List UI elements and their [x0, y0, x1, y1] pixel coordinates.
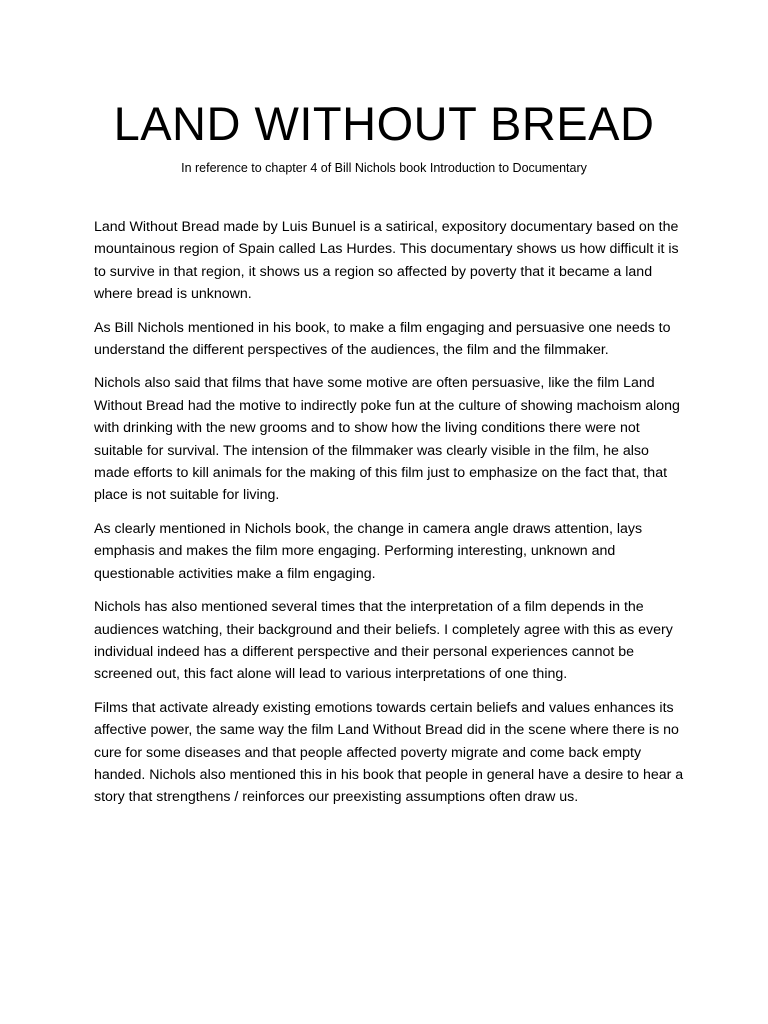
- paragraph-2: As Bill Nichols mentioned in his book, to make a film engaging and persuasive one needs to understand the different perspectives of the audiences, the film and the filmmaker.: [94, 319, 671, 359]
- paragraph-1: Land Without Bread made by Luis Bunuel is a satirical, expository documentary based on the mountainous region of Spain called Las Hurdes. This documentary shows us how difficult it is to survive in that region, it shows us a region so affected by poverty that it became a land where bread is unknown.: [94, 219, 679, 303]
- document-title: LAND WITHOUT BREAD: [113, 97, 655, 150]
- paragraph-5: Nichols has also mentioned several times that the interpretation of a film depends in the audiences watching, their background and their beliefs. I completely agree with this as every individual indeed has a different perspective and their personal experiences cannot be screened out, this fact alone will lead to various interpretations of one thing.: [94, 599, 673, 683]
- paragraph-6: Films that activate already existing emotions towards certain beliefs and values enhances its affective power, the same way the film Land Without Bread did in the scene where there is no cure for some diseases and that people affected poverty migrate and come back empty handed. Nichols also mentioned this in his book that people in general have a desire to hear a story that strengthens / reinforces our preexisting assumptions often draw us.: [94, 699, 684, 806]
- paragraph-3: Nichols also said that films that have some motive are often persuasive, like the film Land Without Bread had the motive to indirectly poke fun at the culture of showing machoism along with drinking with the new grooms and to show how the living conditions there were not suitable for survival. The intension of the filmmaker was clearly visible in the film, he also made efforts to kill animals for the making of this film just to emphasize on the fact that, that place is not suitable for living.: [94, 375, 680, 504]
- document-subtitle: In reference to chapter 4 of Bill Nichols book Introduction to Documentary: [181, 161, 587, 175]
- paragraph-4: As clearly mentioned in Nichols book, the change in camera angle draws attention, lays emphasis and makes the film more engaging. Performing interesting, unknown and questionable activities make a film engaging.: [94, 520, 643, 582]
- document-body: [94, 216, 686, 820]
